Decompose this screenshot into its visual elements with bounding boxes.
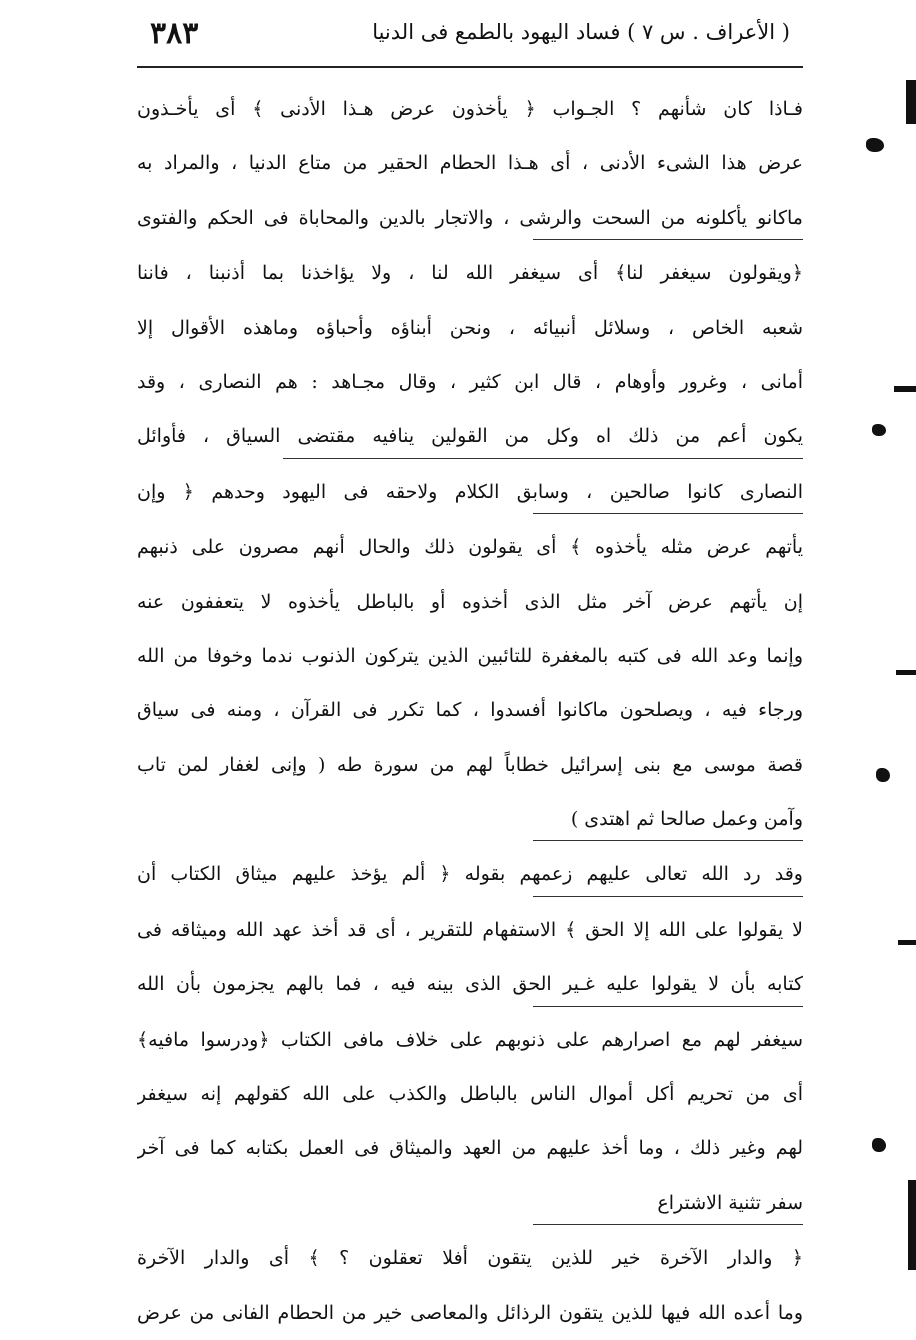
text-line: يكون أعم من ذلك اه وكل من القولين ينافيه مقتضى السياق ، فأوائل xyxy=(137,425,803,448)
text-line: قصة موسى مع بنى إسرائيل خطاباً لهم من سورة طه ( وإنى لغفار لمن تاب xyxy=(137,753,803,776)
scan-artifact xyxy=(906,80,916,124)
body-text xyxy=(137,82,803,1340)
running-title: ( الأعراف . س ٧ ) فساد اليهود بالطمع فى الدنيا xyxy=(372,20,790,44)
text-line: لهم وغير ذلك ، وما أخذ عليهم من العهد والميثاق فى العمل بكتابه كما فى آخر xyxy=(137,1137,803,1160)
text-line: سفر تثنية الاشتراع xyxy=(657,1191,803,1214)
scan-artifact xyxy=(896,670,916,675)
text-line: إن يأتهم عرض آخر مثل الذى أخذوه أو بالباطل يأخذوه لا يتعففون عنه xyxy=(137,590,803,613)
text-line: النصارى كانوا صالحين ، وسابق الكلام ولاحقه فى اليهود وحدهم ﴿ وإن xyxy=(137,480,803,503)
scan-artifact xyxy=(908,1180,916,1270)
text-line: لا يقولوا على الله إلا الحق ﴾ الاستفهام للتقرير ، أى قد أخذ عهد الله وميثاقه فى xyxy=(137,918,803,941)
page-header xyxy=(150,16,790,60)
text-line: عرض هذا الشىء الأدنى ، أى هـذا الحطام الحقير من متاع الدنيا ، والمراد به xyxy=(137,152,803,175)
text-line: أى من تحريم أكل أموال الناس بالباطل والكذب على الله كقولهم إنه سيغفر xyxy=(137,1083,803,1106)
text-line: وما أعده الله فيها للذين يتقون الرذائل والمعاصى خير من الحطام الفانى من عرض xyxy=(137,1301,803,1324)
text-line: ماكانو يأكلونه من السحت والرشى ، والاتجار بالدين والمحاباة فى الحكم والفتوى xyxy=(137,206,803,229)
text-line: يأتهم عرض مثله يأخذوه ﴾ أى يقولون ذلك والحال أنهم مصرون على ذنبهم xyxy=(137,536,803,559)
text-line: أمانى ، وغرور وأوهام ، قال ابن كثير ، وقال مجـاهد : هم النصارى ، وقد xyxy=(137,370,803,393)
text-line: وإنما وعد الله فى كتبه بالمغفرة للتائبين الذين يتركون الذنوب ندما وخوفا من الله xyxy=(137,644,803,667)
page-number: ٣٨٣ xyxy=(150,16,199,51)
text-line: سيغفر لهم مع اصرارهم على ذنوبهم على خلاف مافى الكتاب ﴿ودرسوا مافيه﴾ xyxy=(137,1028,803,1051)
scan-artifact xyxy=(894,386,916,392)
text-line: وقد رد الله تعالى عليهم زعمهم بقوله ﴿ ألم يؤخذ عليهم ميثاق الكتاب أن xyxy=(137,863,803,886)
text-line: ورجاء فيه ، ويصلحون ماكانوا أفسدوا ، كما تكرر فى القرآن ، ومنه فى سياق xyxy=(137,699,803,722)
text-line: كتابه بأن لا يقولوا عليه غـير الحق الذى بينه فيه ، فما بالهم يجزمون بأن الله xyxy=(137,973,803,996)
scan-artifact xyxy=(866,138,884,152)
scan-artifact xyxy=(872,424,886,436)
scan-artifact xyxy=(872,1138,886,1152)
text-line: فـاذا كان شأنهم ؟ الجـواب ﴿ يأخذون عرض هـذا الأدنى ﴾ أى يأخـذون xyxy=(137,98,803,120)
text-line: وآمن وعمل صالحا ثم اهتدى ) xyxy=(570,808,803,831)
scan-artifact xyxy=(876,768,890,782)
header-rule xyxy=(137,66,803,68)
text-line: شعبه الخاص ، وسلائل أنبيائه ، ونحن أبناؤه وأحباؤه وماهذه الأقوال إلا xyxy=(137,316,803,339)
scan-artifact xyxy=(898,940,916,945)
text-line: ﴿ والدار الآخرة خير للذين يتقون أفلا تعقلون ؟ ﴾ أى والدار الآخرة xyxy=(137,1247,803,1270)
text-line: ﴿ويقولون سيغفر لنا﴾ أى سيغفر الله لنا ، ولا يؤاخذنا بما أذنبنا ، فاننا xyxy=(137,262,803,285)
